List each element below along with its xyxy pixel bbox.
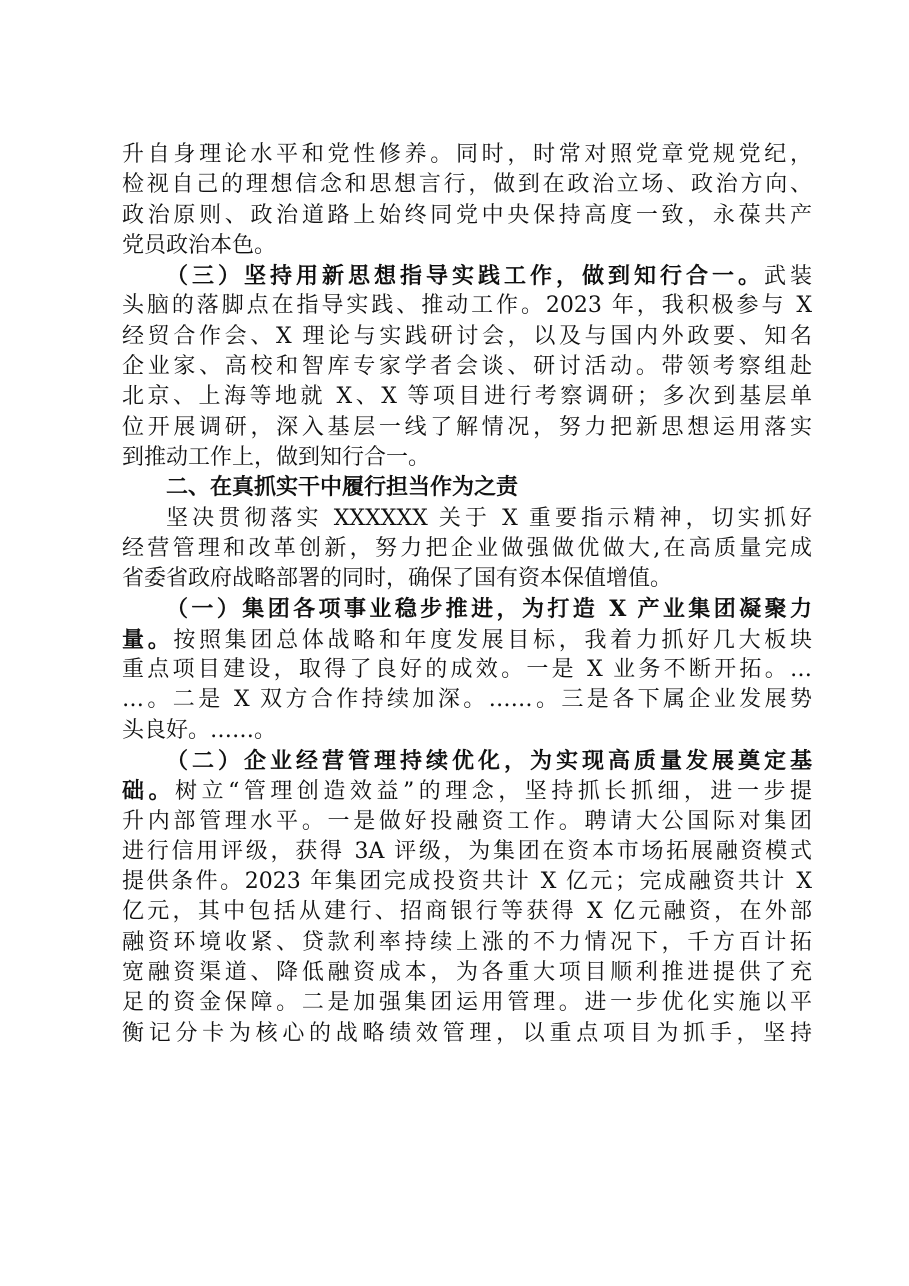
text-run: 按照集团总体战略和年度发展目标，我着力抓好几大板块 xyxy=(173,627,812,653)
text-line: …。二是 X 双方合作持续加深。……。三是各下属企业发展势 xyxy=(122,687,812,713)
text-line: 企业家、高校和智库专家学者会谈、研讨活动。带领考察组赴 xyxy=(122,354,812,380)
text-line: 政治原则、政治道路上始终同党中央保持高度一致，永葆共产 xyxy=(122,202,812,228)
text-line: 升内部管理水平。一是做好投融资工作。聘请大公国际对集团 xyxy=(122,808,812,834)
text-line xyxy=(122,776,812,806)
text-line: 宽融资渠道、降低融资成本，为各重大项目顺利推进提供了充 xyxy=(122,960,812,986)
text-line: 北京、上海等地就 X、X 等项目进行考察调研；多次到基层单 xyxy=(122,384,812,410)
text-line: 融资环境收紧、贷款利率持续上涨的不力情况下，千方百计拓 xyxy=(122,929,812,955)
subheading-2: （二）企业经营管理持续优化，为实现高质量发展奠定基 xyxy=(166,747,812,774)
section-heading: 二、在真抓实干中履行担当作为之责 xyxy=(166,475,519,501)
text-line: 省委省政府战略部署的同时，确保了国有资本保值增值。 xyxy=(122,566,673,592)
text-line xyxy=(122,261,812,291)
text-line: 重点项目建设，取得了良好的成效。一是 X 业务不断开拓。… xyxy=(122,657,812,683)
text-line: 党员政治本色。 xyxy=(122,232,277,258)
text-line: 提供条件。2023 年集团完成投资共计 X 亿元；完成融资共计 X xyxy=(122,869,812,895)
text-run: 武装 xyxy=(763,264,812,290)
text-line: 进行信用评级，获得 3A 评级，为集团在资本市场拓展融资模式 xyxy=(122,838,812,864)
text-line: 经营管理和改革创新，努力把企业做强做优做大,在高质量完成 xyxy=(122,535,812,561)
text-line: 足的资金保障。二是加强集团运用管理。进一步优化实施以平 xyxy=(122,990,812,1016)
text-run-bold: 础。 xyxy=(122,778,176,805)
text-line: 升自身理论水平和党性修养。同时，时常对照党章党规党纪， xyxy=(122,142,812,167)
paragraph-5 xyxy=(122,746,812,1049)
text-run: 树立“管理创造效益”的理念，坚持抓长抓细，进一步提 xyxy=(175,779,812,805)
subheading-1: （一）集团各项事业稳步推进，为打造 X 产业集团凝聚力 xyxy=(166,596,812,623)
text-line: 检视自己的理想信念和思想言行，做到在政治立场、政治方向、 xyxy=(122,172,812,198)
text-run-bold: 量。 xyxy=(122,626,174,653)
text-line: 经贸合作会、X 理论与实践研讨会，以及与国内外政要、知名 xyxy=(122,323,812,349)
text-line: 位开展调研，深入基层一线了解情况，努力把新思想运用落实 xyxy=(122,414,812,440)
text-line xyxy=(122,625,812,655)
text-line: 头脑的落脚点在指导实践、推动工作。2023 年，我积极参与 X xyxy=(122,293,812,319)
text-line: 坚决贯彻落实 XXXXXX 关于 X 重要指示精神，切实抓好 xyxy=(166,505,812,531)
subheading-3: （三）坚持用新思想指导实践工作，做到知行合一。 xyxy=(166,263,764,290)
paragraph-2 xyxy=(122,261,812,473)
text-line: 到推动工作上，做到知行合一。 xyxy=(122,444,431,470)
paragraph-1 xyxy=(122,140,812,261)
paragraph-3 xyxy=(122,504,812,595)
paragraph-4 xyxy=(122,594,812,745)
text-line: 衡记分卡为核心的战略绩效管理，以重点项目为抓手，坚持 xyxy=(122,1020,812,1046)
text-line: 头良好。……。 xyxy=(122,717,277,743)
text-line: 亿元，其中包括从建行、招商银行等获得 X 亿元融资，在外部 xyxy=(122,899,812,925)
document-body xyxy=(122,140,812,1049)
